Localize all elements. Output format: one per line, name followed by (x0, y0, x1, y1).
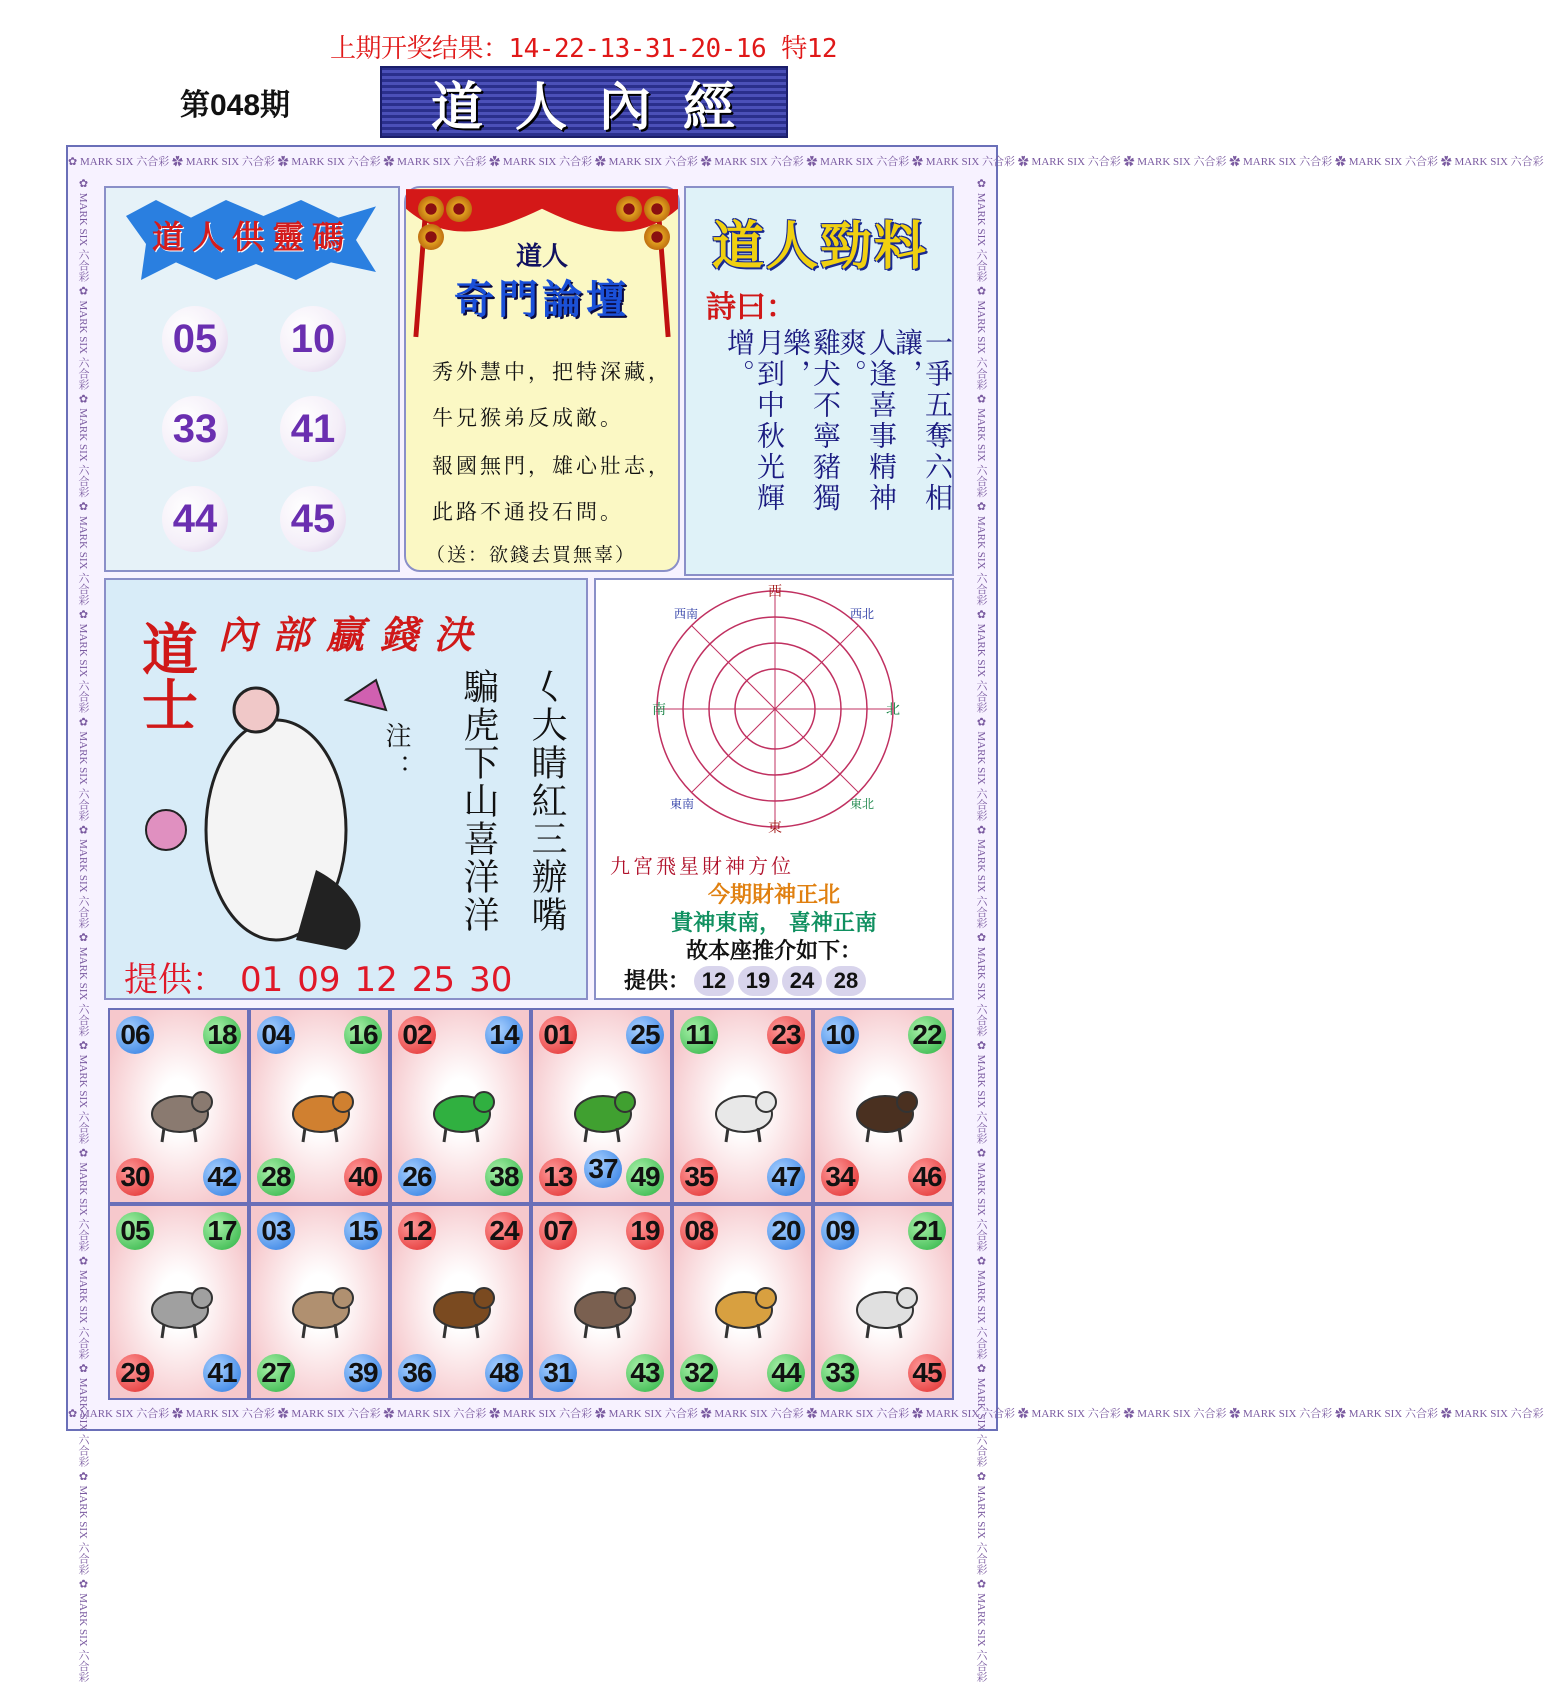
zodiac-cell (249, 1008, 390, 1204)
zodiac-number-ball: 13 (539, 1158, 577, 1196)
direction-east: 東 (768, 820, 782, 836)
zodiac-number-ball: 08 (680, 1212, 718, 1250)
panel-a-title: 道人供靈碼 (152, 218, 353, 256)
noble-joy-direction: 貴神東南， 喜神正南 (671, 910, 877, 936)
zodiac-cell (390, 1204, 531, 1400)
poem-line: 報國無門，雄心壯志， (432, 454, 672, 478)
provide-label: 提供： (624, 969, 691, 994)
zodiac-number-ball: 43 (626, 1354, 664, 1392)
forum-note: （送：欲錢去買無辜） (426, 544, 637, 566)
number-ball: 33 (162, 396, 228, 462)
zodiac-number-ball: 22 (908, 1016, 946, 1054)
zodiac-number-ball: 07 (539, 1212, 577, 1250)
poem-line: 牛兄猴弟反成敵。 (432, 406, 624, 430)
zodiac-number-ball: 06 (116, 1016, 154, 1054)
zodiac-cell (108, 1204, 249, 1400)
poem-line: 此路不通投石問。 (432, 500, 624, 524)
taoist-figure-icon (116, 670, 416, 960)
zodiac-number-ball: 42 (203, 1158, 241, 1196)
zodiac-number-ball: 44 (767, 1354, 805, 1392)
direction-north: 北 (886, 702, 900, 718)
zodiac-number-ball: 01 (539, 1016, 577, 1054)
monkey-icon (845, 1068, 925, 1148)
zodiac-number-ball: 20 (767, 1212, 805, 1250)
zodiac-number-ball: 15 (344, 1212, 382, 1250)
zodiac-number-ball: 37 (584, 1150, 622, 1188)
zodiac-number-ball: 09 (821, 1212, 859, 1250)
zodiac-number-ball: 41 (203, 1354, 241, 1392)
zodiac-number-ball: 36 (398, 1354, 436, 1392)
zodiac-number-ball: 16 (344, 1016, 382, 1054)
zodiac-number-ball: 34 (821, 1158, 859, 1196)
zodiac-number-ball: 05 (116, 1212, 154, 1250)
goat-icon (704, 1068, 784, 1148)
taoist-label: 道士 (133, 620, 199, 732)
coin-icon (418, 196, 444, 222)
zodiac-number-ball: 10 (821, 1016, 859, 1054)
zodiac-number-ball: 30 (116, 1158, 154, 1196)
zodiac-grid (108, 1008, 954, 1400)
zodiac-number-ball: 17 (203, 1212, 241, 1250)
zodiac-number-ball: 39 (344, 1354, 382, 1392)
provide-number: 25 (411, 960, 456, 1000)
tiger-icon (281, 1068, 361, 1148)
zodiac-number-ball: 02 (398, 1016, 436, 1054)
tips-panel (684, 186, 954, 576)
recommend-intro: 故本座推介如下： (685, 938, 862, 964)
poem-column: 月到中秋光輝增。 (723, 328, 786, 514)
provide-number: 30 (469, 960, 513, 1000)
compass-wheel-icon (650, 584, 900, 834)
forum-subtitle: 道人 (515, 242, 568, 272)
zodiac-cell (813, 1008, 954, 1204)
provide-number: 12 (354, 960, 398, 1000)
zodiac-cell (249, 1204, 390, 1400)
zodiac-cell (672, 1008, 813, 1204)
provide-number: 24 (782, 966, 822, 996)
zodiac-number-ball: 35 (680, 1158, 718, 1196)
direction-northwest: 西北 (850, 607, 875, 621)
zodiac-number-ball: 18 (203, 1016, 241, 1054)
compass-provide-row (624, 964, 866, 996)
direction-southwest: 西南 (674, 607, 699, 621)
number-ball: 41 (280, 396, 346, 462)
secret-panel (104, 578, 588, 1000)
zodiac-number-ball: 21 (908, 1212, 946, 1250)
zodiac-number-ball: 38 (485, 1158, 523, 1196)
compass-panel (594, 578, 954, 1000)
dragon-icon (422, 1068, 502, 1148)
provide-number: 09 (297, 960, 341, 1000)
issue-number: 第048期 (180, 89, 291, 122)
compass-caption: 九宮飛星財神方位 (610, 854, 794, 878)
zodiac-number-ball: 11 (680, 1016, 718, 1054)
pig-icon (563, 1264, 643, 1344)
zodiac-number-ball: 26 (398, 1158, 436, 1196)
zodiac-number-ball: 33 (821, 1354, 859, 1392)
number-ball: 45 (280, 486, 346, 552)
horse-icon (422, 1264, 502, 1344)
zodiac-cell (531, 1204, 672, 1400)
direction-south: 南 (652, 702, 666, 718)
rabbit-icon (281, 1264, 361, 1344)
coin-icon (616, 196, 642, 222)
zodiac-cell (108, 1008, 249, 1204)
zodiac-number-ball: 48 (485, 1354, 523, 1392)
zodiac-number-ball: 27 (257, 1354, 295, 1392)
zodiac-number-ball: 49 (626, 1158, 664, 1196)
zodiac-number-ball: 47 (767, 1158, 805, 1196)
direction-west: 西 (768, 584, 782, 600)
note-label: 注： (381, 722, 411, 786)
zodiac-cell (672, 1204, 813, 1400)
border-bottom: ✿ MARK SIX 六合彩 ✿ MARK SIX 六合彩 ✿ MARK SIX 六合彩 ✿ MARK SIX 六合彩 ✿ MARK SIX 六合彩 ✿ MARK SIX 六合彩 ✿ MARK SIX 六合彩 ✿ MARK SIX 六合彩 ✿ MARK SIX 六合彩 ✿ MARK SIX 六合彩 ✿ MARK SIX 六合彩 ✿ MARK SIX 六合彩 ✿ MARK SIX 六合彩 ✿ MARK SIX 六合彩 (68, 1408, 1544, 1420)
zodiac-cell (531, 1008, 672, 1204)
provide-number: 12 (694, 966, 734, 996)
tips-title: 道人勁料 (712, 216, 929, 277)
snake-icon (563, 1068, 643, 1148)
provide-label: 提供： (124, 960, 226, 1000)
zodiac-number-ball: 12 (398, 1212, 436, 1250)
lucky-numbers-panel (104, 186, 400, 572)
direction-southeast: 東南 (670, 797, 695, 811)
dog-icon (704, 1264, 784, 1344)
zodiac-number-ball: 14 (485, 1016, 523, 1054)
forum-panel (404, 186, 680, 572)
title-banner (380, 66, 788, 138)
border-right: ✿ MARK SIX 六合彩 ✿ MARK SIX 六合彩 ✿ MARK SIX 六合彩 ✿ MARK SIX 六合彩 ✿ MARK SIX 六合彩 ✿ MARK SIX 六合彩 ✿ MARK SIX 六合彩 ✿ MARK SIX 六合彩 ✿ MARK SIX 六合彩 ✿ MARK SIX 六合彩 ✿ MARK SIX 六合彩 ✿ MARK SIX 六合彩 ✿ MARK SIX 六合彩 ✿ MARK SIX 六合彩 (975, 177, 987, 1682)
zodiac-number-ball: 25 (626, 1016, 664, 1054)
zodiac-number-ball: 40 (344, 1158, 382, 1196)
poem-column: 一爭五奪六相讓， (891, 328, 954, 514)
verse-column-left: 騙虎下山喜洋洋 (458, 668, 499, 934)
ox-icon (140, 1264, 220, 1344)
provide-number: 19 (738, 966, 778, 996)
banner-title: 道人內經 (430, 76, 767, 138)
verse-column-right: 𡿨大睛紅三辦嘴 (526, 668, 567, 934)
border-left: ✿ MARK SIX 六合彩 ✿ MARK SIX 六合彩 ✿ MARK SIX 六合彩 ✿ MARK SIX 六合彩 ✿ MARK SIX 六合彩 ✿ MARK SIX 六合彩 ✿ MARK SIX 六合彩 ✿ MARK SIX 六合彩 ✿ MARK SIX 六合彩 ✿ MARK SIX 六合彩 ✿ MARK SIX 六合彩 ✿ MARK SIX 六合彩 ✿ MARK SIX 六合彩 ✿ MARK SIX 六合彩 (77, 177, 89, 1682)
coin-icon (446, 196, 472, 222)
provide-number: 28 (826, 966, 866, 996)
number-ball: 05 (162, 306, 228, 372)
zodiac-number-ball: 24 (485, 1212, 523, 1250)
border-top: ✿ MARK SIX 六合彩 ✿ MARK SIX 六合彩 ✿ MARK SIX 六合彩 ✿ MARK SIX 六合彩 ✿ MARK SIX 六合彩 ✿ MARK SIX 六合彩 ✿ MARK SIX 六合彩 ✿ MARK SIX 六合彩 ✿ MARK SIX 六合彩 ✿ MARK SIX 六合彩 ✿ MARK SIX 六合彩 ✿ MARK SIX 六合彩 ✿ MARK SIX 六合彩 ✿ MARK SIX 六合彩 (68, 156, 1544, 168)
secret-provide-row (124, 952, 526, 1001)
provide-number: 01 (240, 960, 284, 1000)
rooster-icon (845, 1264, 925, 1344)
zodiac-number-ball: 19 (626, 1212, 664, 1250)
coin-icon (644, 196, 670, 222)
poem-label: 詩曰： (706, 290, 796, 325)
zodiac-number-ball: 45 (908, 1354, 946, 1392)
zodiac-number-ball: 04 (257, 1016, 295, 1054)
zodiac-number-ball: 46 (908, 1158, 946, 1196)
forum-title: 奇門論壇 (454, 276, 630, 323)
last-result-text: 上期开奖结果：14-22-13-31-20-16 特12 (330, 34, 838, 64)
zodiac-cell (813, 1204, 954, 1400)
zodiac-number-ball: 23 (767, 1016, 805, 1054)
wealth-god-direction: 今期財神正北 (707, 882, 840, 908)
zodiac-cell (390, 1008, 531, 1204)
zodiac-number-ball: 03 (257, 1212, 295, 1250)
poem-column: 雞犬不寧豬獨樂， (779, 328, 842, 514)
poem-line: 秀外慧中，把特深藏， (432, 360, 672, 384)
rat-icon (140, 1068, 220, 1148)
zodiac-number-ball: 32 (680, 1354, 718, 1392)
direction-northeast: 東北 (850, 797, 875, 811)
zodiac-number-ball: 31 (539, 1354, 577, 1392)
zodiac-number-ball: 29 (116, 1354, 154, 1392)
number-ball: 10 (280, 306, 346, 372)
zodiac-number-ball: 28 (257, 1158, 295, 1196)
number-ball: 44 (162, 486, 228, 552)
secret-title: 內部贏錢決 (218, 612, 489, 657)
poem-column: 人逢喜事精神爽。 (835, 328, 898, 514)
